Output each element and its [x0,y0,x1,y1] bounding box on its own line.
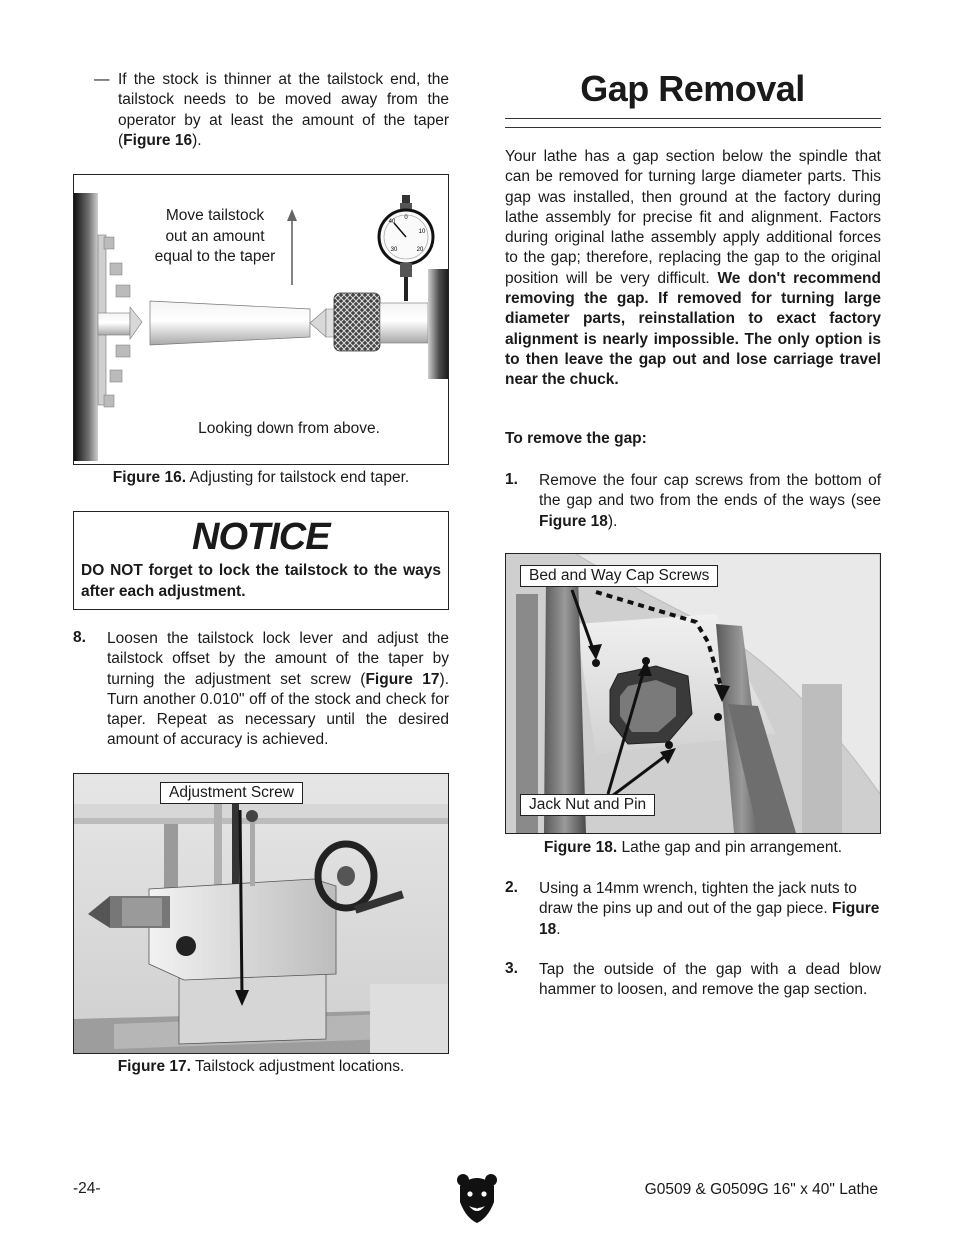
section-title: Gap Removal [580,68,805,109]
figure17-photo [73,773,449,1054]
step1-text: Remove the four cap screws from the bottom of the gap and two from the ends of the ways (see Figure 18). [539,472,881,530]
dial-number: 10 [418,229,426,235]
figure18-caption: Figure 18. Lathe gap and pin arrangement. [543,839,843,856]
notice-text: DO NOT forget to lock the tailstock to the ways after each adjustment. [81,562,441,600]
figure16-ref: Figure 16 [123,131,193,149]
figure16-caption: Figure 16. Adjusting for tailstock end taper. [112,469,410,486]
step3-number: 3. [505,960,518,977]
figure17-caption: Figure 17. Tailstock adjustment locations. [117,1058,405,1075]
jack-nut-pin-callout: Jack Nut and Pin [520,794,655,816]
figure18-ref-2: Figure 18 [539,900,880,938]
step8-text: Loosen the tailstock lock lever and adjust the tailstock offset by the amount of the taper by turning the adjustment set screw (Figure 17). Turn another 0.010" off of the stock and check for taper. Repeat as necessary until the desired amount of accuracy is achieved. [107,630,449,749]
move-tailstock-label: Move tailstock out an amount equal to the taper [154,207,276,265]
looking-down-label: Looking down from above. [198,420,380,437]
tailstock-photo-drawing [74,774,448,1053]
notice-title: NOTICE [192,516,330,558]
adjustment-screw-callout: Adjustment Screw [160,782,303,804]
title-rule-top [505,118,881,119]
step2-number: 2. [505,879,518,896]
figure16-diagram [73,174,449,465]
step2-text: Using a 14mm wrench, tighten the jack nuts to draw the pins up and out of the gap piece. Figure 18. [539,880,880,938]
step8-number: 8. [73,629,86,646]
dial-number: 30 [390,247,398,253]
dial-number: 0 [404,215,408,221]
tailstock-body [428,269,448,379]
dial-indicator-icon [379,195,433,301]
cap-screw-icon [714,713,722,721]
figure17-ref: Figure 17 [365,670,440,688]
workpiece [150,301,310,345]
step3-text: Tap the outside of the gap with a dead blow hammer to loosen, and remove the gap section. [539,961,881,999]
figure18-photo [505,553,881,834]
dial-number: 40 [388,219,396,225]
bear-head-logo-icon [456,1172,498,1224]
notice-box [73,511,449,610]
chuck-body [74,193,98,461]
dial-number: 20 [416,247,424,253]
bed-way-cap-screws-callout: Bed and Way Cap Screws [520,565,718,587]
intro-paragraph: If the stock is thinner at the tailstock end, the tailstock needs to be moved away from the operator by at least the amount of the taper (Figure 16). [118,71,449,149]
gap-body-paragraph: Your lathe has a gap section below the spindle that can be removed for turning large diameter parts. This gap was installed, then ground at the factory during lathe assembly for precise fit and alignment. Factors during original lathe assembly apply additional forces to the gap; therefore, replacing the gap to the original position will be very difficult. We don't recommend removing the gap. If removed for turning large diameter parts, reinstallation to exact factory alignment is nearly impossible. The only option is to then leave the gap out and lose carriage travel near the chuck. [505,148,881,389]
page-number: -24- [73,1180,101,1197]
title-rule-bottom [505,127,881,128]
subhead-remove-gap: To remove the gap: [505,430,647,447]
model-footer: G0509 & G0509G 16" x 40" Lathe [644,1181,878,1198]
lathe-gap-drawing [506,554,880,833]
cap-screw-icon [665,741,673,749]
intro-dash: — [94,71,110,88]
figure18-ref: Figure 18 [539,512,608,530]
adjustment-arrow [240,810,242,996]
step1-number: 1. [505,471,518,488]
knurled-collar [334,293,380,351]
cap-screw-icon [592,659,600,667]
